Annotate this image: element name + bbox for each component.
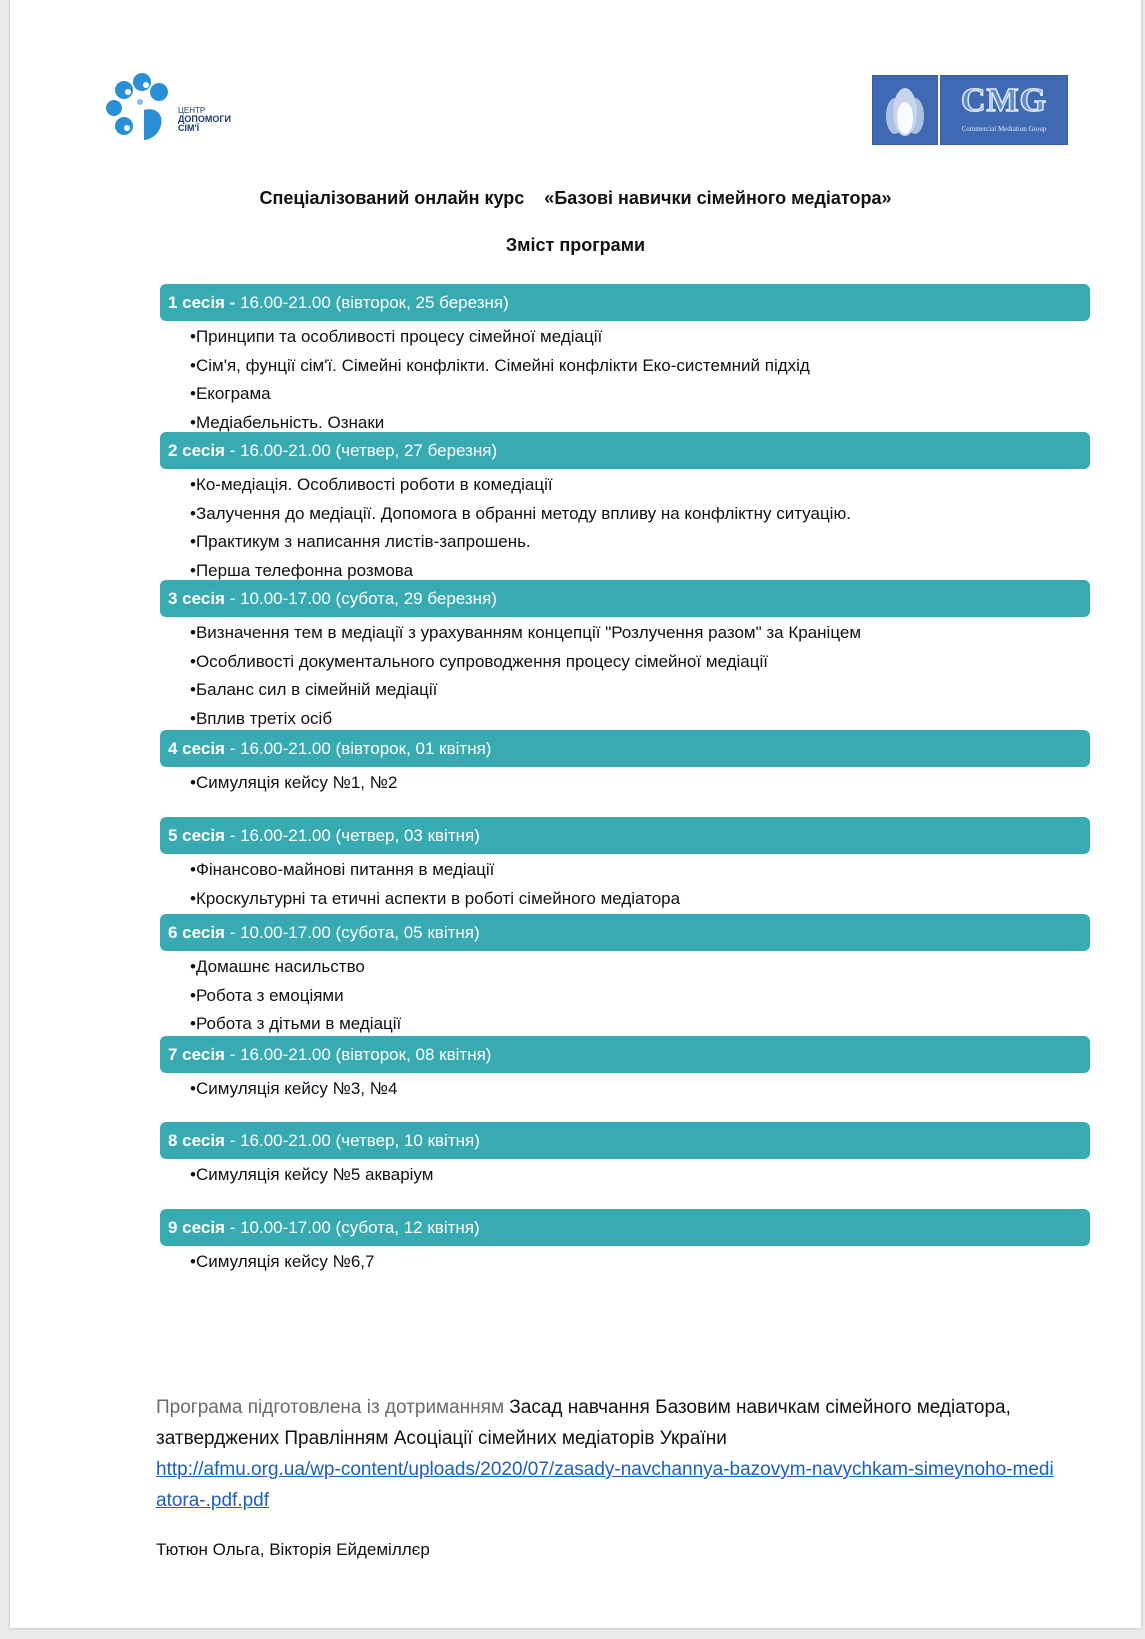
session-label: 3 сесія <box>168 589 225 608</box>
cmg-wordmark: CMG Commercial Mediation Group <box>940 75 1068 145</box>
session-4 <box>160 730 1090 798</box>
course-title: Спеціалізований онлайн курс «Базові навички сімейного медіатора» <box>259 188 892 208</box>
session-label: 7 сесія <box>168 1045 225 1064</box>
session-time: - 10.00-17.00 (субота, 05 квітня) <box>229 923 480 942</box>
list-item: •Залучення до медіації. Допомога в обранні методу впливу на конфліктну ситуацію. <box>190 503 851 523</box>
list-item: •Робота з емоціями <box>190 985 344 1005</box>
list-item: •Баланс сил в сімейній медіації <box>190 680 438 699</box>
list-item: •Ко-медіація. Особливості роботи в комедіації <box>190 475 553 494</box>
footnote-text: Засад навчання Базовим навичкам сімейного медіатора, затверджених Правлінням Асоціації сімейних медіаторів України <box>156 1397 1011 1449</box>
list-item: •Вплив третіх осіб <box>190 708 333 728</box>
lotus-icon <box>872 75 938 145</box>
session-time: - 16.00-21.00 (вівторок, 08 квітня) <box>229 1045 492 1064</box>
session-time: - 10.00-17.00 (субота, 12 квітня) <box>229 1218 480 1237</box>
session-header <box>160 1036 1090 1073</box>
list-item: •Особливості документального супроводження процесу сімейної медіації <box>190 651 768 671</box>
program-subtitle: Зміст програми <box>505 235 646 255</box>
session-label: 5 сесія <box>168 826 225 845</box>
list-item: •Фінансово-майнові питання в медіації <box>190 860 495 879</box>
session-time: - 16.00-21.00 (четвер, 10 квітня) <box>229 1131 480 1150</box>
session-7 <box>160 1036 1090 1104</box>
flower-logo-icon <box>102 70 182 150</box>
session-8 <box>160 1122 1090 1190</box>
session-label: 2 сесія <box>168 441 225 460</box>
list-item: •Визначення тем в медіації з урахуванням концепції "Розлучення разом" за Краніцем <box>190 623 862 642</box>
session-header <box>160 1209 1090 1246</box>
list-item: •Кроскультурні та етичні аспекти в роботі сімейного медіатора <box>190 888 681 908</box>
session-header <box>160 432 1090 469</box>
program-footnote <box>156 1392 1056 1516</box>
session-label: 8 сесія <box>168 1131 225 1150</box>
list-item: •Принципи та особливості процесу сімейної медіації <box>190 327 603 346</box>
cmg-logo <box>872 75 1067 144</box>
session-header <box>160 284 1090 321</box>
session-time: - 16.00-21.00 (вівторок, 01 квітня) <box>229 739 492 758</box>
footnote-gray-text: Програма підготовлена із дотриманням <box>156 1397 505 1418</box>
list-item: •Симуляція кейсу №1, №2 <box>190 773 398 792</box>
session-label: 1 сесія - <box>168 293 236 312</box>
session-header <box>160 817 1090 854</box>
authors: Тютюн Ольга, Вікторія Ейдеміллєр <box>156 1540 430 1559</box>
session-header <box>160 580 1090 617</box>
list-item: •Перша телефонна розмова <box>190 560 414 580</box>
session-header <box>160 914 1090 951</box>
session-header <box>160 1122 1090 1159</box>
session-9 <box>160 1209 1090 1277</box>
session-6 <box>160 914 1090 1039</box>
session-time: 16.00-21.00 (вівторок, 25 березня) <box>240 293 509 312</box>
centre-family-help-logo <box>102 70 242 150</box>
session-label: 4 сесія <box>168 739 225 758</box>
session-label: 9 сесія <box>168 1218 225 1237</box>
document-page <box>10 0 1141 1628</box>
list-item: •Симуляція кейсу №6,7 <box>190 1252 375 1271</box>
list-item: •Сім'я, фунції сім'ї. Сімейні конфлікти. Сімейні конфлікти Еко-системний підхід <box>190 355 810 375</box>
list-item: •Симуляція кейсу №5 акваріум <box>190 1165 434 1184</box>
session-5 <box>160 817 1090 913</box>
list-item: •Робота з дітьми в медіації <box>190 1014 402 1033</box>
session-time: - 16.00-21.00 (четвер, 03 квітня) <box>229 826 480 845</box>
session-1 <box>160 284 1090 437</box>
list-item: •Симуляція кейсу №3, №4 <box>190 1079 398 1098</box>
session-time: - 16.00-21.00 (четвер, 27 березня) <box>229 441 498 460</box>
list-item: •Домашнє насильство <box>190 957 365 976</box>
list-item: •Медіабельність. Ознаки <box>190 412 385 432</box>
list-item: •Екограма <box>190 384 271 403</box>
guidelines-link[interactable]: http://afmu.org.ua/wp-content/uploads/2020/07/zasady-navchannya-bazovym-navychkam-simeynoho-mediatora-.pdf.pdf <box>156 1459 1054 1511</box>
list-item: •Практикум з написання листів-запрошень. <box>190 532 531 551</box>
session-time: - 10.00-17.00 (субота, 29 березня) <box>229 589 497 608</box>
logo-left-text: ЦЕНТР ДОПОМОГИ СІМ'Ї <box>178 106 231 133</box>
session-2 <box>160 432 1090 585</box>
session-label: 6 сесія <box>168 923 225 942</box>
session-header <box>160 730 1090 767</box>
session-3 <box>160 580 1090 733</box>
